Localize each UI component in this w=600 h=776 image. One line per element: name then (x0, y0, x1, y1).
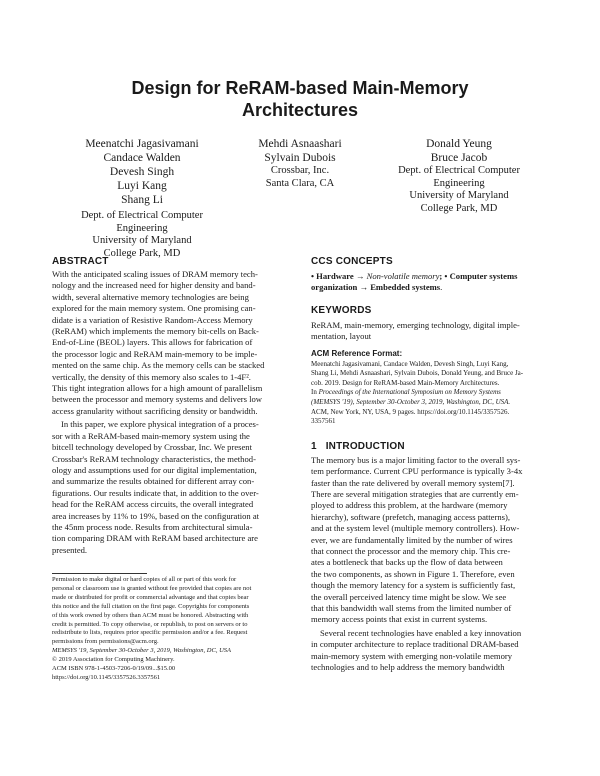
text-line: ates a bottleneck that backs up the flow of data between (311, 557, 503, 568)
text-line: (ReRAM) which implements the memory bit-cells on Back- (52, 326, 259, 337)
text-line: and at the system level (multiple memory controllers). How- (311, 523, 520, 534)
text-line: End-of-Line (BEOL) layers. This allows for fabrication of (52, 337, 253, 348)
text-line: There are several mitigation strategies that are currently em- (311, 489, 519, 499)
ccs-nvm: Non-volatile memory (366, 271, 440, 281)
keywords-line: ReRAM, main-memory, emerging technology, digital imple- (311, 319, 520, 330)
affiliation-line: Dept. of Electrical Computer (81, 210, 203, 221)
text-line: ployed to address this problem, at the hardware (memory (311, 500, 508, 511)
ccs-heading: CCS CONCEPTS (311, 256, 393, 267)
author-name: Bruce Jacob (430, 152, 488, 164)
permission-notice (52, 576, 292, 683)
text-line: personal or classroom use is granted without fee provided that copies are not (52, 584, 252, 592)
text-line: memory access points that exist in current systems. (311, 614, 488, 625)
text-line: though the memory latency for a system is sufficiently fast, (311, 580, 516, 591)
text-line: the processor logic and ReRAM main-memory to be imple- (52, 348, 258, 359)
text-line: mented on the same chip. As the memory cells can be stacked (52, 360, 265, 371)
keywords-line: mentation, layout (311, 331, 372, 342)
ccs-line-2 (311, 282, 551, 293)
title-line-1: Design for ReRAM-based Main-Memory (131, 78, 469, 98)
ref-proceedings: Proceedings of the International Symposium on Memory Systems (318, 388, 501, 397)
text-line: the overall perceived latency time might be slow. We see (311, 591, 507, 602)
introduction-heading: 1 INTRODUCTION (311, 440, 405, 452)
reference-text (311, 360, 551, 427)
text-line: ology and assumptions used for our digital implementation, (52, 464, 257, 475)
text-line: cob. 2019. Design for ReRAM-based Main-Memory Architectures. (311, 378, 500, 387)
abstract-heading: ABSTRACT (52, 256, 109, 267)
text-line: With the anticipated scaling issues of DRAM memory tech- (52, 269, 258, 279)
ccs-period: . (440, 282, 443, 293)
text-line: tem performance. Current CPU performance is typically 3-4x (311, 466, 523, 477)
text-line: ACM, New York, NY, USA, 9 pages. https://doi.org/10.1145/3357526. (311, 407, 510, 416)
text-line: hierarchy), software (prefetch, managing access patterns), (311, 511, 510, 522)
text-line: Meenatchi Jagasivamani, Candace Walden, Devesh Singh, Luyi Kang, (311, 359, 509, 368)
text-line: presented. (52, 544, 88, 555)
text-line (311, 388, 551, 398)
author-name: Sylvain Dubois (264, 152, 336, 164)
abstract-paragraph-1 (52, 269, 292, 417)
ccs-embedded: organization → Embedded systems (311, 282, 441, 293)
author-name: Devesh Singh (109, 166, 175, 178)
author-name: Luyi Kang (117, 180, 167, 192)
text-line: of this work owned by others than ACM must be honored. Abstracting with (52, 611, 249, 619)
text-line: didate is a variation of Resistive Random-Access Memory (52, 314, 253, 325)
ccs-line-1 (311, 271, 551, 282)
author-name: Meenatchi Jagasivamani (85, 138, 199, 150)
text-line: permissions from permissions@acm.org. (52, 638, 159, 646)
text-line: redistribute to lists, requires prior specific permission and/or a fee. Request (52, 629, 248, 637)
title-line-2: Architectures (241, 100, 359, 120)
text-line: bitcell technology developed by Crossbar, Inc. We present (52, 442, 252, 453)
ref-in: In (311, 388, 319, 397)
text-line: made or distributed for profit or commercial advantage and that copies bear (52, 593, 249, 601)
text-line: 3357561 (311, 417, 336, 426)
text-line: sor with a ReRAM-based main-memory system using the (52, 430, 250, 441)
right-column (311, 256, 551, 674)
affiliation-line: Crossbar, Inc. (270, 165, 330, 176)
text-line: in computer architecture to replace traditional DRAM-based (311, 639, 519, 650)
text-line: In this paper, we explore physical integration of a proces- (61, 419, 259, 430)
author-name: Shang Li (121, 194, 163, 206)
doi-link[interactable]: https://doi.org/10.1145/3357526.3357561 (52, 673, 161, 681)
text-line: the 45nm process node. Results from architectural simula- (52, 521, 253, 532)
text-line: vertically, the density of this memory also scales to 1-4F². (52, 371, 251, 382)
text-line: tion comparing DRAM with ReRAM based architecture are (52, 533, 258, 544)
intro-paragraph-1 (311, 455, 551, 626)
affiliation-line: Santa Clara, CA (265, 177, 335, 189)
text-line: width, several alternative memory technologies are being (52, 291, 249, 302)
text-line: between the processor and memory systems and delivers low (52, 394, 263, 405)
text-line: that connect the processor and the memory chip. This cre- (311, 546, 511, 557)
affiliation-line: College Park, MD (103, 247, 181, 259)
intro-paragraph-2 (311, 628, 551, 674)
text-line: that this bandwidth wall stems from the limited number of (311, 603, 512, 614)
keywords-heading: KEYWORDS (311, 304, 372, 316)
text-line: main-memory system with emerging non-volatile memory (311, 650, 513, 661)
text-line: Shang Li, Mehdi Asnaashari, Sylvain Dubois, Donald Yeung, and Bruce Ja- (311, 369, 524, 378)
author-block-2 (210, 137, 390, 190)
affiliation-line: University of Maryland (92, 235, 192, 246)
reference-heading: ACM Reference Format: (311, 348, 403, 358)
footnote-rule (52, 573, 147, 574)
text-line: head for the ReRAM access circuits, the overall integrated (52, 499, 254, 510)
copyright-line: © 2019 Association for Computing Machinery. (52, 656, 175, 664)
author-name: Mehdi Asnaashari (258, 138, 342, 150)
ccs-computer-systems: ; • Computer systems (439, 271, 518, 281)
abstract-paragraph-2 (52, 419, 292, 556)
text-line: The memory bus is a major limiting factor to the overall sys- (311, 454, 521, 465)
text-line: figurations. Our results indicate that, in addition to the over- (52, 487, 259, 498)
ccs-hardware: • Hardware → (311, 271, 367, 281)
author-block-3 (369, 137, 549, 215)
text-line: this notice and the full citation on the first page. Copyrights for components (52, 602, 250, 610)
isbn-line: ACM ISBN 978-1-4503-7206-0/19/09...$15.00 (52, 665, 176, 673)
text-line: Crossbar's ReRAM technology characteristics, the method- (52, 453, 256, 464)
author-name: Donald Yeung (426, 138, 492, 150)
text-line: area increases by 11% to 19%, based on the configuration at (52, 510, 260, 521)
affiliation-line: College Park, MD (420, 202, 498, 214)
text-line: explored for the main memory system. One promising can- (52, 303, 256, 314)
text-line: access granularity without sacrificing density or bandwidth. (52, 405, 258, 416)
conference-line: MEMSYS '19, September 30-October 3, 2019, Washington, DC, USA (52, 647, 231, 655)
text-line: Several recent technologies have enabled a key innovation (320, 627, 522, 638)
affiliation-line: Dept. of Electrical Computer (398, 165, 520, 176)
text-line: ever, we are fundamentally limited by the number of wires (311, 534, 513, 545)
abstract-section (52, 256, 292, 556)
affiliation-line: Engineering (116, 222, 168, 234)
text-line: nology and the increased need for higher density and band- (52, 280, 256, 291)
text-line: technologies and to help address the memory bandwidth (311, 662, 505, 673)
text-line: and summarize the results obtained for different array con- (52, 476, 255, 487)
text-line: the two components, as shown in Figure 1. Therefore, even (311, 568, 515, 579)
paper-title (0, 77, 600, 121)
text-line: Permission to make digital or hard copies of all or part of this work for (52, 576, 237, 583)
text-line: This tight integration allows for a high amount of parallelism (52, 383, 263, 394)
affiliation-line: Engineering (433, 177, 485, 189)
text-line: (MEMSYS '19), September 30-October 3, 2019, Washington, DC, USA. (311, 398, 511, 406)
author-block-1 (52, 137, 232, 260)
author-name: Candace Walden (103, 152, 181, 164)
text-line: credit is permitted. To copy otherwise, or republish, to post on servers or to (52, 620, 248, 628)
text-line: faster than the rate delivered by overall memory system[7]. (311, 477, 515, 488)
affiliation-line: University of Maryland (409, 190, 509, 201)
